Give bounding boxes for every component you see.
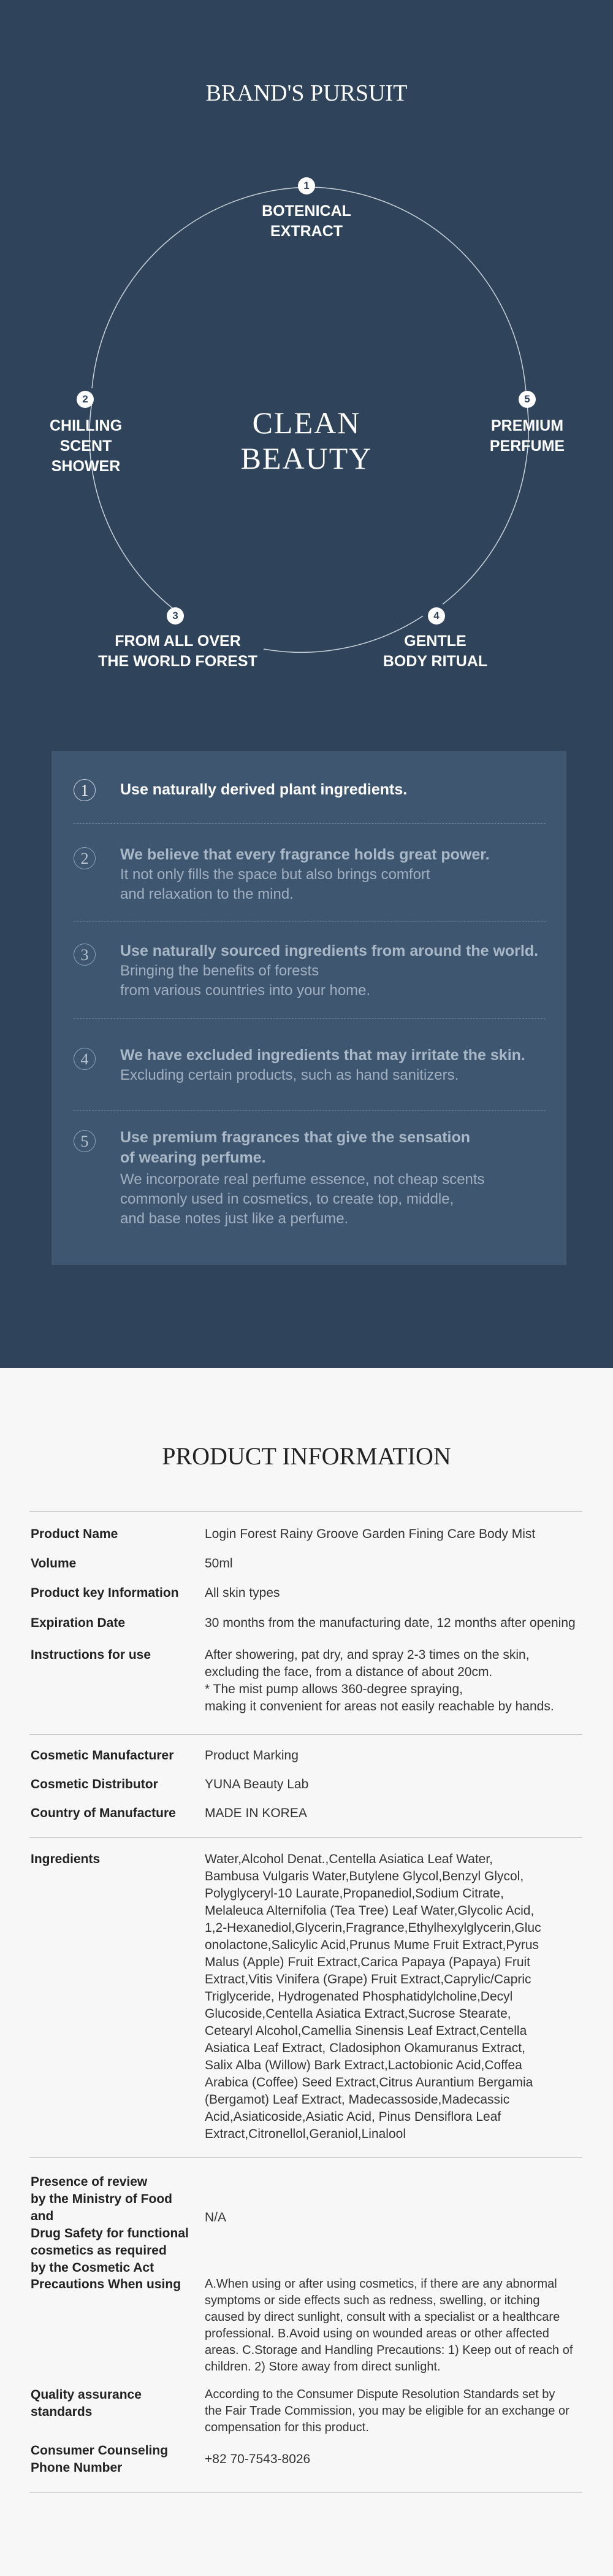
node-2-line1: CHILLING bbox=[49, 417, 123, 434]
product-name-value: Login Forest Rainy Groove Garden Fining Care Body Mist bbox=[205, 1527, 536, 1541]
product-information-title: PRODUCT INFORMATION bbox=[162, 1442, 451, 1470]
instructions-label: Instructions for use bbox=[31, 1648, 151, 1662]
section-rule bbox=[29, 1734, 582, 1735]
expiration-value: 30 months from the manufacturing date, 12 months after opening bbox=[205, 1616, 576, 1630]
counseling-phone-value: +82 70-7543-8026 bbox=[205, 2452, 311, 2466]
review-label bbox=[31, 2174, 190, 2277]
divider bbox=[74, 823, 546, 824]
volume-value: 50ml bbox=[205, 1556, 233, 1571]
ingredients-line: (Bergamot) Leaf Extract, Madecassoside,Madecassic bbox=[205, 2093, 510, 2107]
counseling-label-line: Phone Number bbox=[31, 2461, 123, 2475]
principle-title: Use naturally sourced ingredients from around the world. bbox=[120, 942, 539, 959]
review-value: N/A bbox=[205, 2210, 227, 2224]
table-top-rule bbox=[29, 1511, 582, 1512]
distributor-value: YUNA Beauty Lab bbox=[205, 1777, 309, 1791]
ingredients-line: 1,2-Hexanediol,Glycerin,Fragrance,Ethylhexylglycerin,Gluc bbox=[205, 1921, 541, 1935]
ingredients-line: Asiatica Leaf Extract, Cladosiphon Okamuranus Extract, bbox=[205, 2041, 525, 2055]
product-name-label: Product Name bbox=[31, 1527, 118, 1541]
quality-line: compensation for this product. bbox=[205, 2421, 369, 2434]
precautions-line: areas. C.Storage and Handling Precautions: 1) Keep out of reach of bbox=[205, 2343, 573, 2357]
ingredients-line: Water,Alcohol Denat.,Centella Asiatica Leaf Water, bbox=[205, 1852, 493, 1866]
principle-desc-line2: from various countries into your home. bbox=[120, 982, 371, 999]
counseling-label bbox=[31, 2442, 190, 2477]
node-number-3: 3 bbox=[167, 607, 184, 625]
key-info-value: All skin types bbox=[205, 1586, 280, 1600]
ingredients-label: Ingredients bbox=[31, 1852, 101, 1866]
quality-label-line: standards bbox=[31, 2405, 93, 2419]
precautions-label: Precautions When using bbox=[31, 2277, 181, 2291]
review-label-line: Presence of review bbox=[31, 2175, 148, 2189]
expiration-label: Expiration Date bbox=[31, 1616, 126, 1630]
key-info-label: Product key Information bbox=[31, 1586, 179, 1600]
ingredients-line: Extract,Citronellol,Geraniol,Linalool bbox=[205, 2127, 406, 2141]
manufacturer-label: Cosmetic Manufacturer bbox=[31, 1748, 174, 1763]
review-label-line: by the Cosmetic Act bbox=[31, 2261, 154, 2275]
manufacturer-value: Product Marking bbox=[205, 1748, 299, 1763]
node-label-perfume bbox=[466, 416, 588, 456]
node-5-line2: PERFUME bbox=[489, 437, 565, 455]
section-rule bbox=[29, 1837, 582, 1838]
quality-value bbox=[205, 2386, 582, 2436]
ingredients-line: Bambusa Vulgaris Water,Butylene Glycol,Benzyl Glycol, bbox=[205, 1869, 524, 1883]
precautions-line: professional. B.Avoid using on wounded areas or other affected bbox=[205, 2327, 549, 2340]
principle-number: 1 bbox=[74, 779, 96, 801]
principle-desc-line2: commonly used in cosmetics, to create top, middle, bbox=[120, 1191, 454, 1207]
ingredients-line: Extract,Vitis Vinifera (Grape) Fruit Extract,Caprylic/Capric bbox=[205, 1972, 531, 1986]
node-label-forest bbox=[74, 631, 282, 672]
principle-number: 5 bbox=[74, 1130, 96, 1152]
ingredients-value bbox=[205, 1851, 582, 2143]
ingredients-line: Glucoside,Centella Asiatica Extract,Sucrose Stearate, bbox=[205, 2007, 511, 2021]
divider bbox=[74, 1018, 546, 1019]
counseling-label-line: Consumer Counseling bbox=[31, 2443, 169, 2458]
node-4-line1: GENTLE bbox=[404, 632, 466, 650]
center-line2: BEAUTY bbox=[240, 441, 373, 475]
principle-title: We have excluded ingredients that may irritate the skin. bbox=[120, 1047, 525, 1064]
divider bbox=[74, 1110, 546, 1111]
principle-number: 2 bbox=[74, 847, 96, 869]
ingredients-line: Acid,Asiaticoside,Asiatic Acid, Pinus Densiflora Leaf bbox=[205, 2110, 501, 2124]
ingredients-line: Cetearyl Alcohol,Camellia Sinensis Leaf Extract,Centella bbox=[205, 2024, 527, 2038]
precautions-line: A.When using or after using cosmetics, if there are any abnormal bbox=[205, 2277, 557, 2291]
node-label-botanical bbox=[233, 201, 380, 242]
divider bbox=[74, 921, 546, 922]
ingredients-line: Arabica (Coffee) Seed Extract,Citrus Aurantium Bergamia bbox=[205, 2075, 533, 2090]
principle-title-line1: Use premium fragrances that give the sensation bbox=[120, 1129, 471, 1146]
node-number-5: 5 bbox=[519, 391, 536, 408]
ingredients-line: onolactone,Salicylic Acid,Prunus Mume Fruit Extract,Pyrus bbox=[205, 1938, 539, 1952]
principle-title-line2: of wearing perfume. bbox=[120, 1149, 266, 1166]
quality-label-line: Quality assurance bbox=[31, 2388, 142, 2402]
country-label: Country of Manufacture bbox=[31, 1806, 176, 1820]
brand-title: BRAND'S PURSUIT bbox=[205, 80, 408, 106]
ingredients-line: Salix Alba (Willow) Bark Extract,Lactobionic Acid,Coffea bbox=[205, 2058, 522, 2072]
node-5-line1: PREMIUM bbox=[490, 417, 564, 434]
principle-title: We believe that every fragrance holds great power. bbox=[120, 846, 490, 863]
distributor-label: Cosmetic Distributor bbox=[31, 1777, 158, 1791]
review-label-line: by the Ministry of Food and bbox=[31, 2192, 172, 2223]
node-2-line2: SCENT bbox=[59, 437, 112, 455]
review-label-line: Drug Safety for functional bbox=[31, 2226, 189, 2240]
quality-line: According to the Consumer Dispute Resolution Standards set by bbox=[205, 2388, 555, 2401]
node-2-line3: SHOWER bbox=[51, 458, 121, 475]
ingredients-line: Melaleuca Alternifolia (Tea Tree) Leaf Water,Glycolic Acid, bbox=[205, 1904, 535, 1918]
node-number-2: 2 bbox=[77, 391, 94, 408]
node-3-line1: FROM ALL OVER bbox=[115, 632, 241, 650]
center-line1: CLEAN bbox=[252, 406, 361, 440]
cycle-diagram bbox=[0, 0, 613, 687]
node-number-4: 4 bbox=[428, 607, 445, 625]
instructions-line3: * The mist pump allows 360-degree spraying, bbox=[205, 1682, 463, 1696]
volume-label: Volume bbox=[31, 1556, 77, 1571]
product-information-section bbox=[0, 1368, 613, 2576]
section-rule bbox=[29, 2157, 582, 2158]
principles-panel bbox=[51, 751, 566, 1265]
instructions-line1: After showering, pat dry, and spray 2-3 times on the skin, bbox=[205, 1648, 530, 1662]
node-4-line2: BODY RITUAL bbox=[383, 653, 488, 670]
node-3-line2: THE WORLD FOREST bbox=[98, 653, 257, 670]
node-label-chilling bbox=[25, 416, 147, 477]
principle-desc-line2: and relaxation to the mind. bbox=[120, 886, 294, 902]
table-bottom-rule bbox=[29, 2492, 582, 2493]
instructions-line4: making it convenient for areas not easily reachable by hands. bbox=[205, 1699, 554, 1713]
node-1-line1: BOTENICAL bbox=[262, 202, 351, 220]
precautions-line: children. 2) Store away from direct sunlight. bbox=[205, 2360, 441, 2374]
review-label-line: cosmetics as required bbox=[31, 2243, 167, 2258]
precautions-value bbox=[205, 2276, 582, 2375]
principle-desc-line1: Bringing the benefits of forests bbox=[120, 963, 319, 979]
instructions-line2: excluding the face, from a distance of about 20cm. bbox=[205, 1665, 493, 1679]
principle-desc-line1: It not only fills the space but also brings comfort bbox=[120, 866, 430, 883]
principle-desc-line1: Excluding certain products, such as hand sanitizers. bbox=[120, 1067, 459, 1083]
precautions-line: caused by direct sunlight, consult with a specialist or a healthcare bbox=[205, 2310, 560, 2324]
node-label-body-ritual bbox=[362, 631, 509, 672]
country-value: MADE IN KOREA bbox=[205, 1806, 307, 1820]
node-number-1: 1 bbox=[298, 177, 315, 194]
principle-number: 3 bbox=[74, 944, 96, 966]
ingredients-line: Polyglyceryl-10 Laurate,Propanediol,Sodium Citrate, bbox=[205, 1886, 504, 1901]
principle-desc-line1: We incorporate real perfume essence, not cheap scents bbox=[120, 1171, 485, 1188]
principle-number: 4 bbox=[74, 1048, 96, 1070]
ingredients-line: Triglyceride, Hydrogenated Phosphatidylcholine,Decyl bbox=[205, 1990, 513, 2004]
principle-title: Use naturally derived plant ingredients. bbox=[120, 781, 408, 798]
principle-desc-line3: and base notes just like a perfume. bbox=[120, 1210, 349, 1227]
quality-line: the Fair Trade Commission, you may be eligible for an exchange or bbox=[205, 2404, 569, 2418]
ingredients-line: Malus (Apple) Fruit Extract,Carica Papaya (Papaya) Fruit bbox=[205, 1955, 531, 1969]
precautions-line: symptoms or side effects such as redness, swelling, or itching bbox=[205, 2294, 540, 2307]
quality-label bbox=[31, 2386, 190, 2421]
node-1-line2: EXTRACT bbox=[270, 223, 343, 240]
instructions-value bbox=[205, 1647, 582, 1715]
